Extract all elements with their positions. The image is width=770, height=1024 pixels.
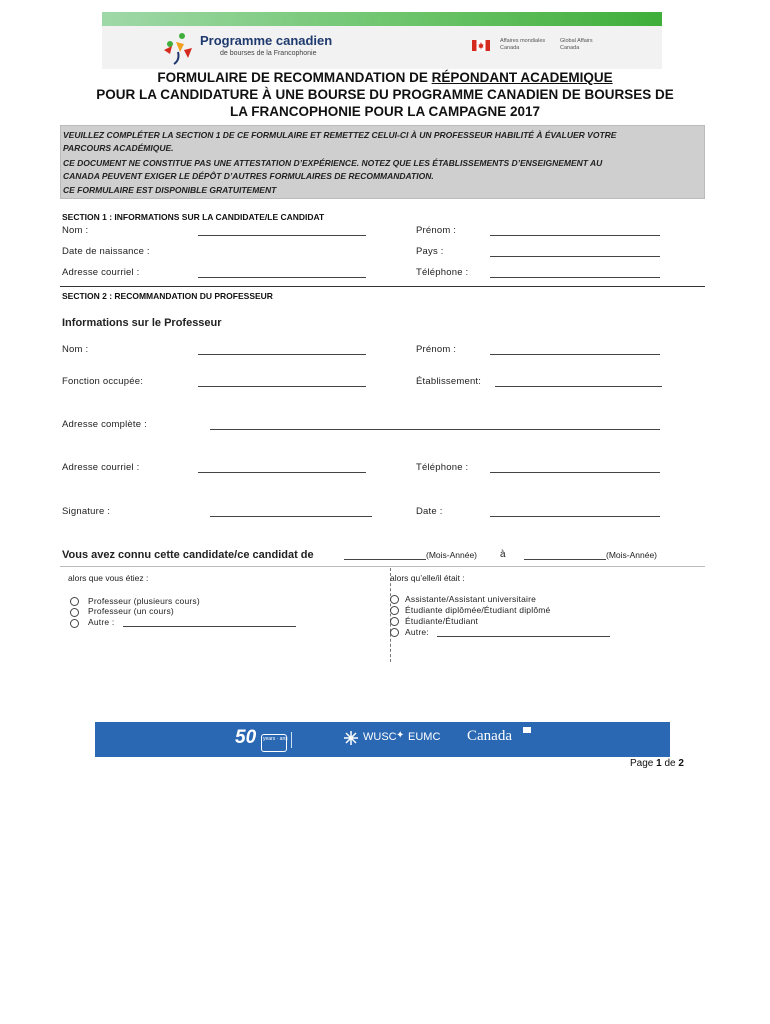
label-signature: Signature : [62, 506, 111, 517]
footer-separator [291, 732, 314, 748]
program-logo-subtitle: de bourses de la Francophonie [220, 50, 317, 57]
canada-flag-icon [472, 40, 490, 51]
to-date-field[interactable] [524, 559, 606, 560]
radio-autre-right[interactable] [390, 628, 399, 637]
prof-nom-field[interactable] [198, 354, 366, 355]
instructions-line-4: CANADA PEUVENT EXIGER LE DÉPÔT D’AUTRES FORMULAIRES DE RECOMMANDATION. [63, 171, 434, 181]
known-question: Vous avez connu cette candidate/ce candidat de [62, 549, 314, 561]
gov-name-fr: Affaires mondiales Canada [500, 38, 546, 51]
professor-info-heading: Informations sur le Professeur [62, 317, 222, 329]
gov-name-en: Global Affairs Canada [560, 38, 593, 51]
known-divider [60, 566, 705, 567]
to-unit: (Mois-Année) [606, 550, 658, 560]
section-2-title: SECTION 2 : RECOMMANDATION DU PROFESSEUR [62, 291, 273, 301]
option-diplome: Étudiante diplômée/Étudiant diplômé [405, 605, 551, 615]
radio-prof-un[interactable] [70, 608, 79, 617]
label-courriel: Adresse courriel : [62, 267, 140, 278]
title-prefix: FORMULAIRE DE RECOMMANDATION DE [157, 70, 432, 85]
label-telephone: Téléphone : [416, 267, 469, 278]
page-middle: de [661, 758, 679, 769]
option-autre-right: Autre: [405, 627, 429, 637]
fifty-logo-text: years · ans [261, 734, 287, 752]
autre-right-field[interactable] [437, 636, 610, 637]
prenom-field[interactable] [490, 235, 660, 236]
label-prenom: Prénom : [416, 225, 457, 236]
option-assistant: Assistante/Assistant universitaire [405, 594, 537, 604]
label-prof-nom: Nom : [62, 344, 89, 355]
fonction-field[interactable] [198, 386, 366, 387]
prof-telephone-field[interactable] [490, 472, 660, 473]
instructions-line-2: PARCOURS ACADÉMIQUE. [63, 143, 174, 153]
program-logo-title: Programme canadien [200, 33, 333, 48]
label-prof-prenom: Prénom : [416, 344, 457, 355]
radio-prof-plusieurs[interactable] [70, 597, 79, 606]
to-word: à [500, 549, 506, 560]
courriel-field[interactable] [198, 277, 366, 278]
option-prof-plusieurs: Professeur (plusieurs cours) [88, 596, 200, 606]
telephone-field[interactable] [490, 277, 660, 278]
section-1-title: SECTION 1 : INFORMATIONS SUR LA CANDIDATE/LE CANDIDAT [62, 212, 325, 222]
page-number [630, 758, 684, 769]
label-nom: Nom : [62, 225, 89, 236]
wordmark-flag-icon [523, 727, 531, 733]
label-date: Date : [416, 506, 443, 517]
radio-autre-left[interactable] [70, 619, 79, 628]
autre-left-field[interactable] [123, 626, 296, 627]
page-current: 1 [656, 758, 662, 769]
option-autre-left: Autre : [88, 617, 115, 627]
etablissement-field[interactable] [495, 386, 662, 387]
label-etablissement: Établissement: [416, 376, 482, 387]
radio-diplome[interactable] [390, 606, 399, 615]
title-underlined: RÉPONDANT ACADEMIQUE [431, 70, 613, 85]
page-total: 2 [678, 758, 684, 769]
section-divider [60, 286, 705, 287]
date-field[interactable] [490, 516, 660, 517]
radio-etudiant[interactable] [390, 617, 399, 626]
left-column-label: alors que vous étiez : [68, 573, 149, 583]
form-title [40, 69, 730, 120]
title-line-3: LA FRANCOPHONIE POUR LA CAMPAGNE 2017 [229, 104, 541, 119]
adresse-field[interactable] [210, 429, 660, 430]
prof-prenom-field[interactable] [490, 354, 660, 355]
label-prof-telephone: Téléphone : [416, 462, 469, 473]
wusc-snowflake-icon [343, 730, 359, 746]
maple-leaf-icon: ✦ [396, 730, 405, 741]
eumc-text: EUMC [408, 731, 441, 743]
instructions-box [60, 125, 705, 199]
instructions-line-1: VEUILLEZ COMPLÉTER LA SECTION 1 DE CE FORMULAIRE ET REMETTEZ CELUI-CI À UN PROFESSEUR HABILITÉ À ÉVALUER VOTRE [63, 130, 617, 140]
option-etudiant: Étudiante/Étudiant [405, 616, 479, 626]
signature-field[interactable] [210, 516, 372, 517]
program-logo-icon [160, 30, 200, 66]
option-prof-un: Professeur (un cours) [88, 606, 174, 616]
from-date-field[interactable] [344, 559, 426, 560]
instructions-line-3: CE DOCUMENT NE CONSTITUE PAS UNE ATTESTATION D’EXPÉRIENCE. NOTEZ QUE LES ÉTABLISSEMENTS D’ENSEIGNEMENT AU [63, 158, 603, 168]
footer-banner [95, 722, 670, 757]
canada-wordmark: Canada [467, 728, 512, 744]
title-line-2: POUR LA CANDIDATURE À UNE BOURSE DU PROGRAMME CANADIEN DE BOURSES DE [96, 87, 674, 102]
from-unit: (Mois-Année) [426, 550, 478, 560]
fifty-logo: 50 [235, 727, 257, 748]
label-pays: Pays : [416, 246, 444, 257]
label-prof-courriel: Adresse courriel : [62, 462, 140, 473]
prof-courriel-field[interactable] [198, 472, 366, 473]
pays-field[interactable] [490, 256, 660, 257]
radio-assistant[interactable] [390, 595, 399, 604]
wusc-text: WUSC [363, 731, 397, 743]
label-fonction: Fonction occupée: [62, 376, 144, 387]
label-date-naissance: Date de naissance : [62, 246, 150, 257]
nom-field[interactable] [198, 235, 366, 236]
label-adresse: Adresse complète : [62, 419, 147, 430]
page-prefix: Page [630, 758, 657, 769]
header-banner [102, 12, 662, 69]
instructions-line-5: CE FORMULAIRE EST DISPONIBLE GRATUITEMENT [63, 185, 277, 195]
right-column-label: alors qu’elle/il était : [390, 573, 465, 583]
header-green-bar [102, 12, 662, 26]
